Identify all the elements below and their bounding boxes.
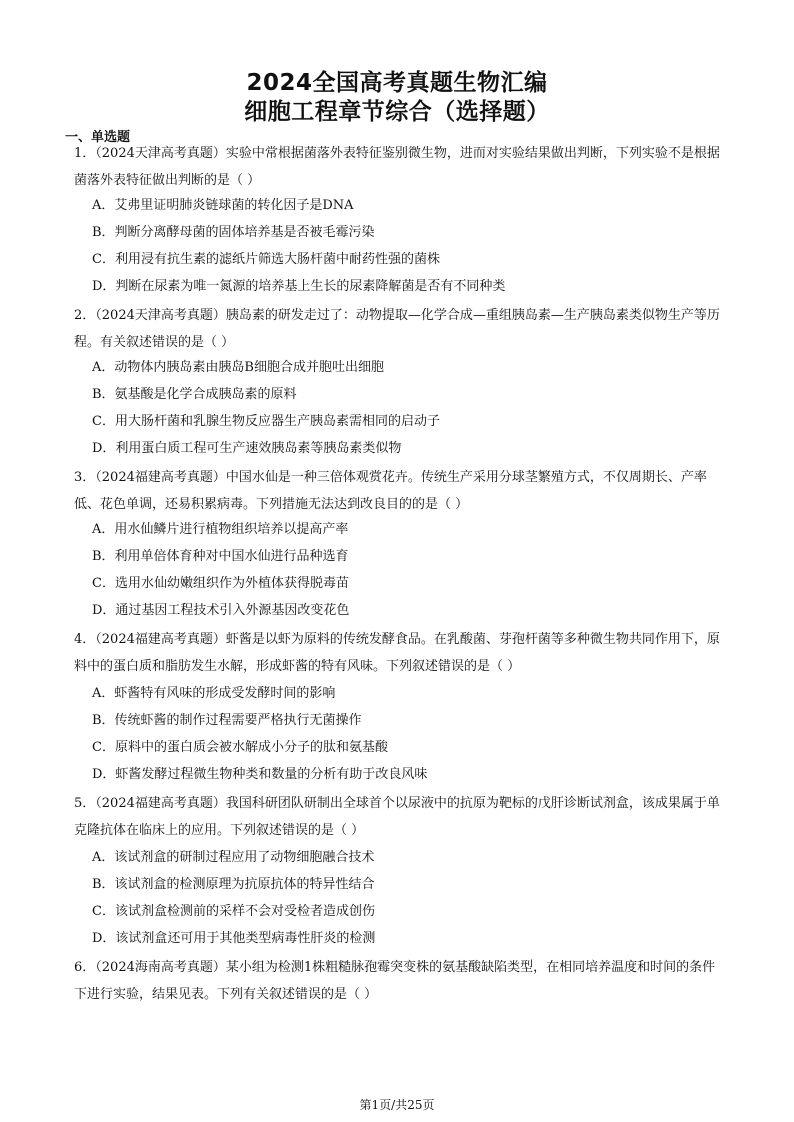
question-4-stem: 4．（2024福建高考真题）虾酱是以虾为原料的传统发酵食品。在乳酸菌、芽孢杆菌等多种微生物共同作用下，原料中的蛋白质和脂肪发生水解，形成虾酱的特有风味。下列叙述错误的是（ ） xyxy=(74,632,720,674)
question-3-option-d: D．通过基因工程技术引入外源基因改变花色 xyxy=(92,603,350,618)
question-1-option-a: A．艾弗里证明肺炎链球菌的转化因子是DNA xyxy=(92,198,354,213)
question-5-option-a: A．该试剂盒的研制过程应用了动物细胞融合技术 xyxy=(92,850,375,865)
question-3-option-c: C．选用水仙幼嫩组织作为外植体获得脱毒苗 xyxy=(92,576,349,591)
question-2-option-c: C．用大肠杆菌和乳腺生物反应器生产胰岛素需相同的启动子 xyxy=(92,414,440,429)
question-5-stem: 5．（2024福建高考真题）我国科研团队研制出全球首个以尿液中的抗原为靶标的戊肝诊断试剂盒，该成果属于单克隆抗体在临床上的应用。下列叙述错误的是（ ） xyxy=(74,796,720,838)
question-5-option-d: D．该试剂盒还可用于其他类型病毒性肝炎的检测 xyxy=(92,931,376,946)
page-footer: 第1页/共25页 xyxy=(359,1098,435,1112)
question-2-option-d: D．利用蛋白质工程可生产速效胰岛素等胰岛素类似物 xyxy=(92,441,402,456)
question-1-option-b: B．判断分离酵母菌的固体培养基是否被毛霉污染 xyxy=(92,225,375,240)
question-4-option-b: B．传统虾酱的制作过程需要严格执行无菌操作 xyxy=(92,713,362,728)
question-4-option-d: D．虾酱发酵过程微生物种类和数量的分析有助于改良风味 xyxy=(92,767,428,782)
question-1-option-c: C．利用浸有抗生素的滤纸片筛选大肠杆菌中耐药性强的菌株 xyxy=(92,252,440,267)
question-1-stem: 1．（2024天津高考真题）实验中常根据菌落外表特征鉴别微生物，进而对实验结果做出判断，下列实验不是根据菌落外表特征做出判断的是（ ） xyxy=(74,146,720,188)
question-4-option-c: C．原料中的蛋白质会被水解成小分子的肽和氨基酸 xyxy=(92,740,388,755)
question-3-option-a: A．用水仙鳞片进行植物组织培养以提高产率 xyxy=(92,522,349,537)
question-6-stem: 6．（2024海南高考真题）某小组为检测1株粗糙脉孢霉突变株的氨基酸缺陷类型，在相同培养温度和时间的条件下进行实验，结果见表。下列有关叙述错误的是（ ） xyxy=(74,960,716,1002)
question-3-stem: 3．（2024福建高考真题）中国水仙是一种三倍体观赏花卉。传统生产采用分球茎繁殖方式，不仅周期长、产率低、花色单调，还易积累病毒。下列措施无法达到改良目的的是（ ） xyxy=(74,470,707,512)
section-heading: 一、单选题 xyxy=(65,130,131,145)
document-title-line2: 细胞工程章节综合（选择题） xyxy=(244,99,550,125)
question-2-option-a: A．动物体内胰岛素由胰岛B细胞合成并胞吐出细胞 xyxy=(92,360,384,375)
question-5-option-b: B．该试剂盒的检测原理为抗原抗体的特异性结合 xyxy=(92,877,375,892)
question-1-option-d: D．判断在尿素为唯一氮源的培养基上生长的尿素降解菌是否有不同种类 xyxy=(92,279,506,294)
question-4-option-a: A．虾酱特有风味的形成受发酵时间的影响 xyxy=(92,686,336,701)
document-title-line1: 2024全国高考真题生物汇编 xyxy=(246,70,548,96)
question-3-option-b: B．利用单倍体育种对中国水仙进行品种选育 xyxy=(92,549,349,564)
question-2-option-b: B．氨基酸是化学合成胰岛素的原料 xyxy=(92,387,297,402)
question-2-stem: 2．（2024天津高考真题）胰岛素的研发走过了：动物提取—化学合成—重组胰岛素—生产胰岛素类似物生产等历程。有关叙述错误的是（ ） xyxy=(74,308,720,350)
question-5-option-c: C．该试剂盒检测前的采样不会对受检者造成创伤 xyxy=(92,904,375,919)
